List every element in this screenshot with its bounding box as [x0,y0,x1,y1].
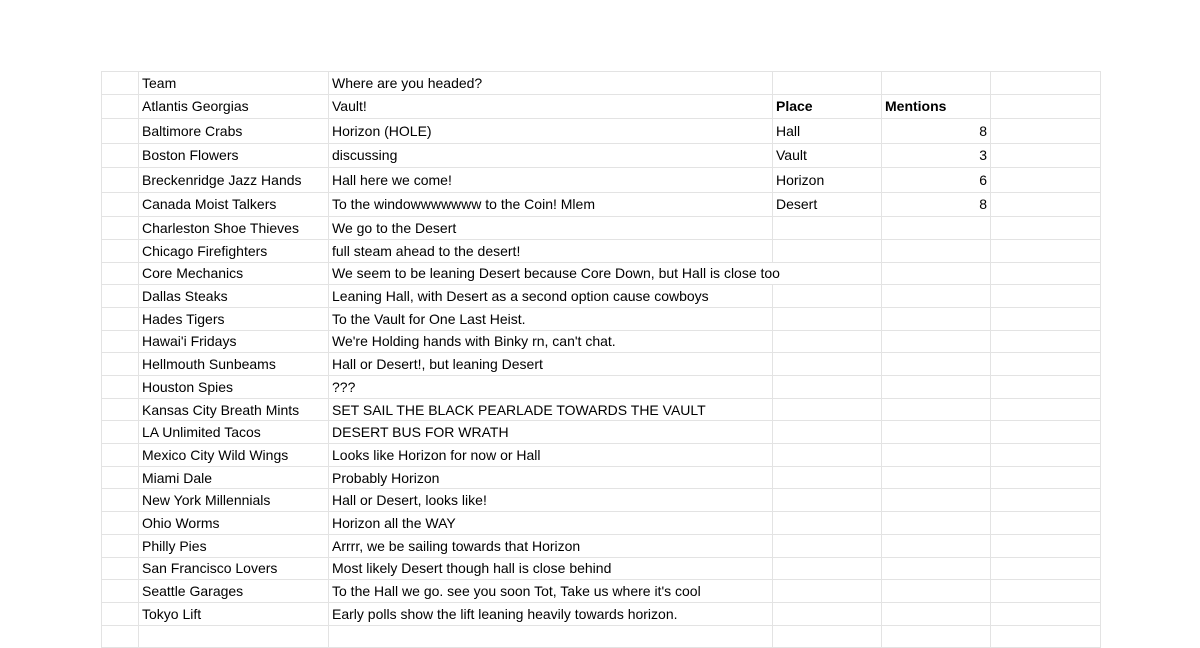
cell-empty[interactable] [991,239,1101,262]
cell-empty[interactable] [991,143,1101,168]
cell-empty[interactable] [102,330,139,353]
answer-cell[interactable]: We go to the Desert [329,217,773,240]
answer-cell[interactable]: Horizon (HOLE) [329,119,773,144]
answer-cell[interactable]: Probably Horizon [329,466,773,489]
cell-empty[interactable] [102,262,139,285]
answer-cell[interactable]: To the Vault for One Last Heist. [329,307,773,330]
table-row [102,421,1101,444]
answer-cell[interactable]: full steam ahead to the desert! [329,239,773,262]
table-row [102,217,1101,240]
cell-empty[interactable] [773,625,882,648]
table-row [102,466,1101,489]
cell-empty[interactable] [882,72,991,95]
cell-empty[interactable] [882,217,991,240]
table-row [102,353,1101,376]
cell-empty[interactable] [882,580,991,603]
cell-empty[interactable] [991,307,1101,330]
cell-empty[interactable] [102,119,139,144]
table-row [102,444,1101,467]
team-cell[interactable]: Miami Dale [139,466,329,489]
team-cell[interactable]: Philly Pies [139,534,329,557]
cell-empty[interactable] [102,512,139,535]
answer-cell[interactable]: Horizon all the WAY [329,512,773,535]
cell-empty[interactable] [991,285,1101,308]
cell-empty[interactable] [102,168,139,193]
answer-cell[interactable]: Vault! [329,94,773,119]
table-row [102,143,1101,168]
team-cell[interactable]: Charleston Shoe Thieves [139,217,329,240]
cell-empty[interactable] [773,72,882,95]
team-cell[interactable]: Canada Moist Talkers [139,192,329,217]
team-cell[interactable]: Mexico City Wild Wings [139,444,329,467]
mentions-cell[interactable]: 6 [882,168,991,193]
cell-empty[interactable] [773,217,882,240]
table-row [102,168,1101,193]
cell-empty[interactable] [773,285,882,308]
table-row [102,557,1101,580]
mentions-cell[interactable]: 8 [882,192,991,217]
header-team[interactable]: Team [139,72,329,95]
cell-empty[interactable] [773,580,882,603]
cell-empty[interactable] [102,466,139,489]
team-cell[interactable]: Tokyo Lift [139,602,329,625]
cell-empty[interactable] [102,557,139,580]
table-row [102,192,1101,217]
cell-empty[interactable] [102,72,139,95]
cell-empty[interactable] [773,421,882,444]
cell-empty[interactable] [991,512,1101,535]
cell-empty[interactable] [102,376,139,399]
cell-empty[interactable] [882,444,991,467]
answer-cell[interactable]: Early polls show the lift leaning heavily towards horizon. [329,602,773,625]
answer-cell[interactable]: We're Holding hands with Binky rn, can't chat. [329,330,773,353]
cell-empty[interactable] [102,534,139,557]
cell-empty[interactable] [773,353,882,376]
cell-empty[interactable] [882,307,991,330]
cell-empty[interactable] [882,239,991,262]
cell-empty[interactable] [102,217,139,240]
cell-empty[interactable] [102,285,139,308]
cell-empty[interactable] [329,625,773,648]
cell-empty[interactable] [773,466,882,489]
cell-empty[interactable] [882,534,991,557]
cell-empty[interactable] [991,602,1101,625]
cell-empty[interactable] [991,534,1101,557]
answer-cell[interactable]: DESERT BUS FOR WRATH [329,421,773,444]
table-row [102,307,1101,330]
cell-empty[interactable] [102,239,139,262]
team-cell[interactable]: Houston Spies [139,376,329,399]
cell-empty[interactable] [882,398,991,421]
answer-cell[interactable]: Looks like Horizon for now or Hall [329,444,773,467]
answer-cell[interactable]: Arrrr, we be sailing towards that Horizon [329,534,773,557]
cell-empty[interactable] [991,94,1101,119]
spreadsheet-grid [101,71,1101,648]
answer-cell[interactable]: ??? [329,376,773,399]
answer-cell[interactable]: Leaning Hall, with Desert as a second option cause cowboys [329,285,773,308]
answer-cell[interactable]: We seem to be leaning Desert because Core Down, but Hall is close too [329,262,882,285]
cell-empty[interactable] [991,398,1101,421]
cell-empty[interactable] [991,625,1101,648]
answer-cell[interactable]: To the Hall we go. see you soon Tot, Take us where it's cool [329,580,773,603]
cell-empty[interactable] [991,262,1101,285]
team-cell[interactable]: Core Mechanics [139,262,329,285]
place-cell[interactable]: Vault [773,143,882,168]
cell-empty[interactable] [882,330,991,353]
cell-empty[interactable] [773,557,882,580]
cell-empty[interactable] [102,444,139,467]
team-cell[interactable]: Seattle Garages [139,580,329,603]
header-row [102,72,1101,95]
cell-empty[interactable] [991,330,1101,353]
cell-empty[interactable] [102,625,139,648]
cell-empty[interactable] [882,421,991,444]
cell-empty[interactable] [773,602,882,625]
team-cell[interactable]: Hellmouth Sunbeams [139,353,329,376]
cell-empty[interactable] [139,625,329,648]
cell-empty[interactable] [773,398,882,421]
team-cell[interactable]: Breckenridge Jazz Hands [139,168,329,193]
team-cell[interactable]: San Francisco Lovers [139,557,329,580]
place-header[interactable]: Place [773,94,882,119]
cell-empty[interactable] [991,466,1101,489]
cell-empty[interactable] [882,557,991,580]
cell-empty[interactable] [991,376,1101,399]
cell-empty[interactable] [773,444,882,467]
team-cell[interactable]: Chicago Firefighters [139,239,329,262]
answer-cell[interactable]: Hall or Desert, looks like! [329,489,773,512]
team-cell[interactable]: LA Unlimited Tacos [139,421,329,444]
cell-empty[interactable] [882,353,991,376]
cell-empty[interactable] [773,512,882,535]
table-row [102,285,1101,308]
cell-empty[interactable] [882,262,991,285]
table-row [102,119,1101,144]
mentions-header[interactable]: Mentions [882,94,991,119]
cell-empty[interactable] [882,512,991,535]
mentions-cell[interactable]: 3 [882,143,991,168]
answer-cell[interactable]: To the windowwwwwww to the Coin! Mlem [329,192,773,217]
cell-empty[interactable] [991,421,1101,444]
mentions-cell[interactable]: 8 [882,119,991,144]
cell-empty[interactable] [102,353,139,376]
table-row [102,512,1101,535]
cell-empty[interactable] [991,217,1101,240]
cell-empty[interactable] [102,307,139,330]
table-row [102,534,1101,557]
cell-empty[interactable] [991,580,1101,603]
place-cell[interactable]: Horizon [773,168,882,193]
team-cell[interactable]: Boston Flowers [139,143,329,168]
team-cell[interactable]: Atlantis Georgias [139,94,329,119]
answer-cell[interactable]: Hall or Desert!, but leaning Desert [329,353,773,376]
cell-empty[interactable] [882,489,991,512]
cell-empty[interactable] [991,353,1101,376]
table-row [102,489,1101,512]
cell-empty[interactable] [102,94,139,119]
cell-empty[interactable] [991,489,1101,512]
cell-empty[interactable] [773,330,882,353]
cell-empty[interactable] [773,534,882,557]
table-row [102,94,1101,119]
team-cell[interactable]: Baltimore Crabs [139,119,329,144]
cell-empty[interactable] [102,421,139,444]
table-row [102,262,1101,285]
cell-empty[interactable] [882,625,991,648]
cell-empty[interactable] [882,602,991,625]
cell-empty[interactable] [773,376,882,399]
cell-empty[interactable] [991,72,1101,95]
cell-empty[interactable] [102,143,139,168]
team-cell[interactable]: New York Millennials [139,489,329,512]
team-cell[interactable]: Hades Tigers [139,307,329,330]
cell-empty[interactable] [991,192,1101,217]
table-row [102,376,1101,399]
cell-empty[interactable] [773,239,882,262]
cell-empty[interactable] [991,168,1101,193]
table-row [102,239,1101,262]
place-cell[interactable]: Desert [773,192,882,217]
team-cell[interactable]: Kansas City Breath Mints [139,398,329,421]
team-cell[interactable]: Hawai'i Fridays [139,330,329,353]
table-row [102,625,1101,648]
cell-empty[interactable] [882,376,991,399]
cell-empty[interactable] [991,557,1101,580]
header-question[interactable]: Where are you headed? [329,72,773,95]
table-row [102,398,1101,421]
answer-cell[interactable]: Most likely Desert though hall is close behind [329,557,773,580]
cell-empty[interactable] [773,489,882,512]
cell-empty[interactable] [991,119,1101,144]
cell-empty[interactable] [102,580,139,603]
table-row [102,330,1101,353]
cell-empty[interactable] [991,444,1101,467]
answer-cell[interactable]: SET SAIL THE BLACK PEARLADE TOWARDS THE VAULT [329,398,773,421]
team-cell[interactable]: Ohio Worms [139,512,329,535]
cell-empty[interactable] [773,307,882,330]
cell-empty[interactable] [882,285,991,308]
table-row [102,602,1101,625]
cell-empty[interactable] [102,398,139,421]
answer-cell[interactable]: Hall here we come! [329,168,773,193]
answer-cell[interactable]: discussing [329,143,773,168]
cell-empty[interactable] [102,192,139,217]
cell-empty[interactable] [102,489,139,512]
cell-empty[interactable] [882,466,991,489]
place-cell[interactable]: Hall [773,119,882,144]
team-cell[interactable]: Dallas Steaks [139,285,329,308]
cell-empty[interactable] [102,602,139,625]
table-row [102,580,1101,603]
